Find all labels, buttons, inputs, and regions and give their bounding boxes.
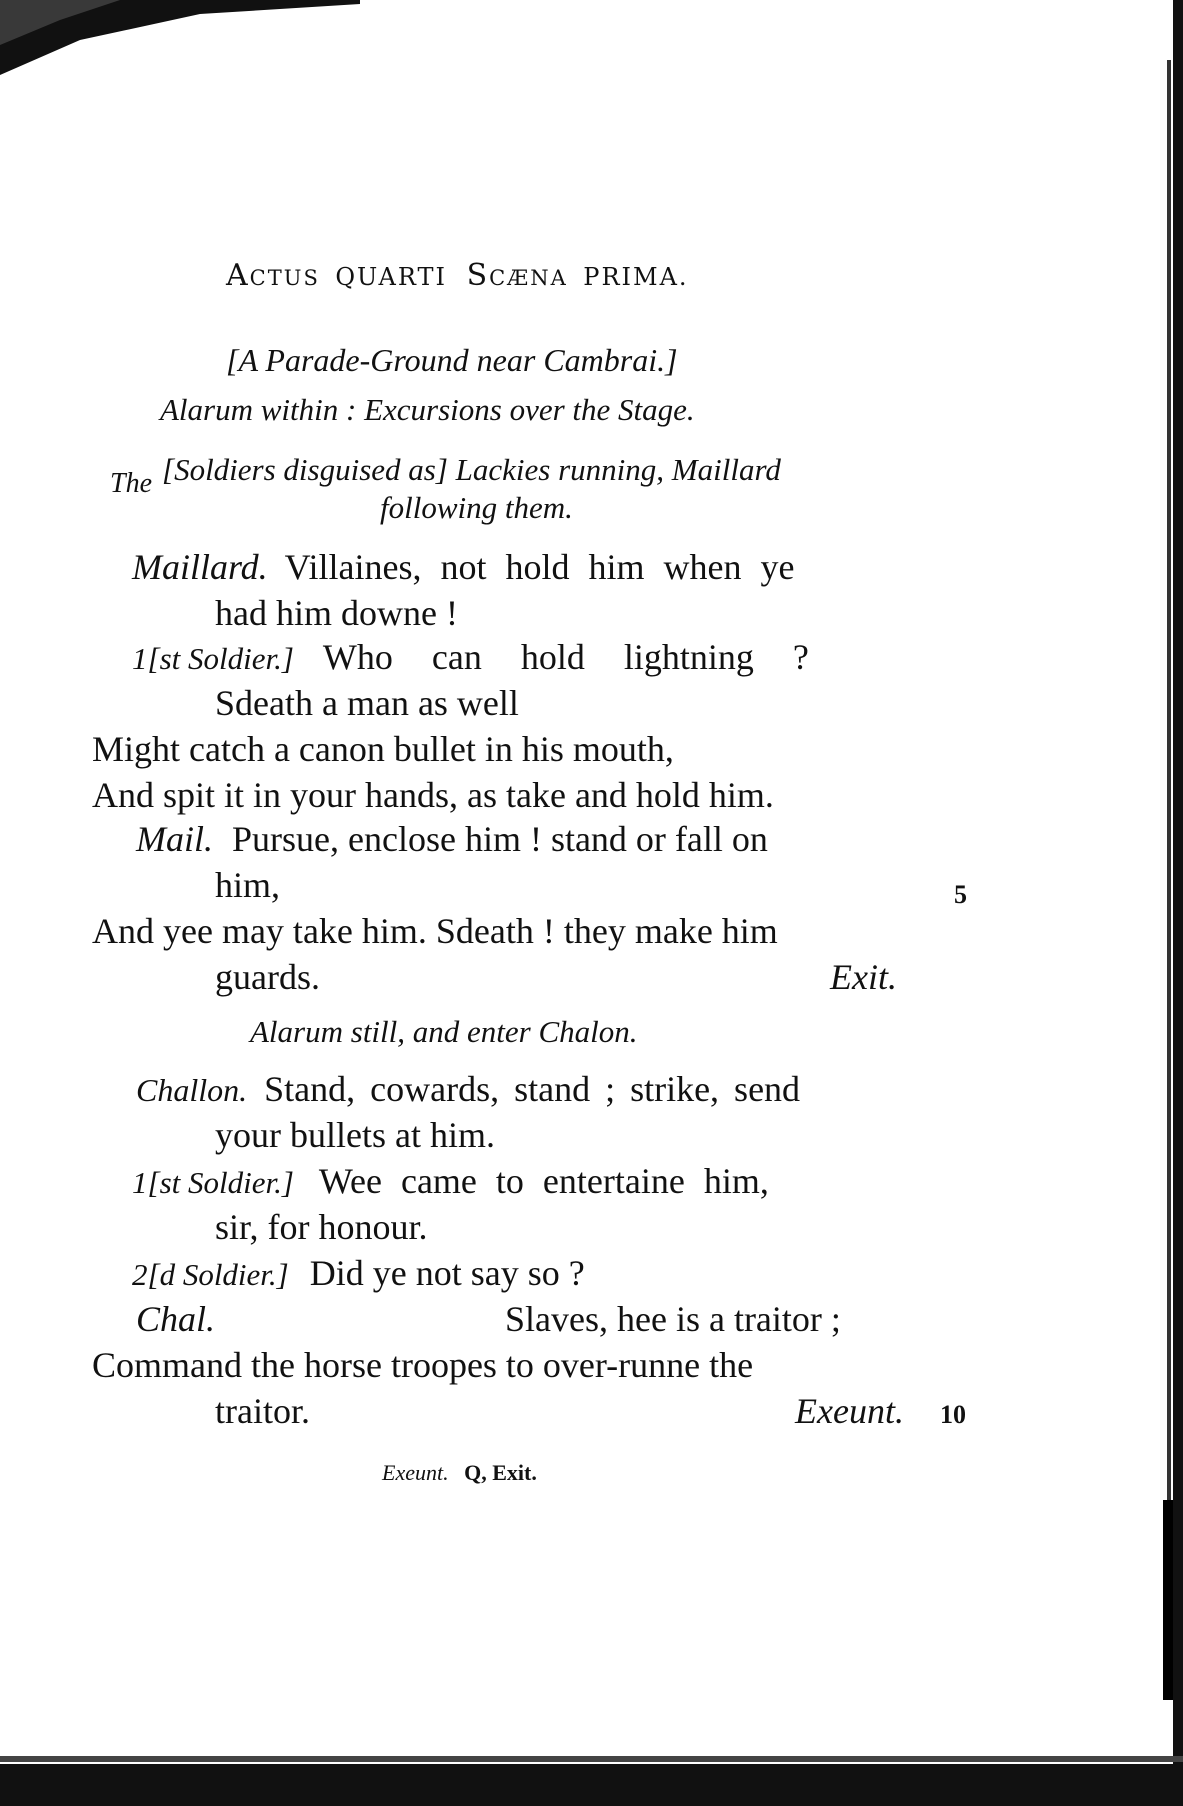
dialogue-line-7 [136,818,768,860]
speaker-maillard: Maillard. [132,547,268,587]
dialogue-line-1 [132,546,794,588]
dialogue-line-18: traitor. [215,1391,310,1431]
scan-shadow-right-edge [1153,0,1183,1806]
heading-prima: PRIMA. [583,263,689,291]
dialogue-line-3 [132,636,809,678]
dialogue-line-2: had him downe ! [215,593,458,633]
stage-direction-exeunt: Exeunt. [795,1391,904,1431]
stage-direction-following: following them. [380,490,573,525]
speaker-first-soldier: 1[st Soldier.] [132,641,294,676]
footnote-word: Exeunt. [382,1460,449,1485]
textual-footnote [382,1460,537,1486]
stage-direction-alarum-still: Alarum still, and enter Chalon. [250,1014,638,1049]
line-text: Wee came to entertaine him, [318,1161,769,1201]
dialogue-line-11 [136,1068,800,1110]
dialogue-line-14: sir, for honour. [215,1207,428,1247]
stage-direction-soldiers: [Soldiers disguised as] Lackies running, Maillard [162,452,781,487]
footnote-variant: Q, Exit. [464,1460,537,1485]
line-text: Pursue, enclose him ! stand or fall on [232,819,768,859]
stage-direction-exit: Exit. [830,957,897,997]
line-text: Stand, cowards, stand ; strike, send [264,1069,801,1109]
line-text: Villaines, not hold him when ye [284,547,795,587]
stage-direction-setting: [A Parade-Ground near Cambrai.] [226,342,678,378]
speaker-chal: Chal. [136,1299,216,1339]
line-number-10: 10 [940,1400,966,1429]
act-scene-heading [226,258,689,293]
stage-direction-the: The [110,468,152,499]
dialogue-line-10: guards. [215,957,320,997]
dialogue-line-9: And yee may take him. Sdeath ! they make him [92,911,778,951]
dialogue-line-6: And spit it in your hands, as take and hold him. [92,775,774,815]
heading-quarti: QUARTI [335,263,448,291]
dialogue-line-17: Command the horse troopes to over-runne the [92,1345,754,1385]
dialogue-line-16: Slaves, hee is a traitor ; [505,1299,841,1339]
dialogue-line-5: Might catch a canon bullet in his mouth, [92,729,674,769]
line-text: Who can hold lightning ? [322,637,809,677]
heading-actus: Actus [226,258,320,293]
stage-direction-alarum-within: Alarum within : Excursions over the Stage. [160,392,695,427]
scan-shadow-top-left [0,0,360,80]
dialogue-line-13 [132,1160,769,1202]
dialogue-line-4: Sdeath a man as well [215,683,519,723]
speaker-mail: Mail. [136,819,213,859]
speaker-second-soldier: 2[d Soldier.] [132,1257,289,1292]
line-text: Did ye not say so ? [309,1253,585,1293]
speaker-first-soldier: 1[st Soldier.] [132,1165,294,1200]
scan-shadow-bottom-edge [0,1746,1183,1806]
dialogue-line-12: your bullets at him. [215,1115,495,1155]
dialogue-line-15 [132,1252,585,1294]
speaker-challon: Challon. [136,1072,248,1108]
line-number-5: 5 [954,880,967,909]
heading-scaena: Scæna [466,258,568,293]
dialogue-line-8: him, [215,865,281,905]
